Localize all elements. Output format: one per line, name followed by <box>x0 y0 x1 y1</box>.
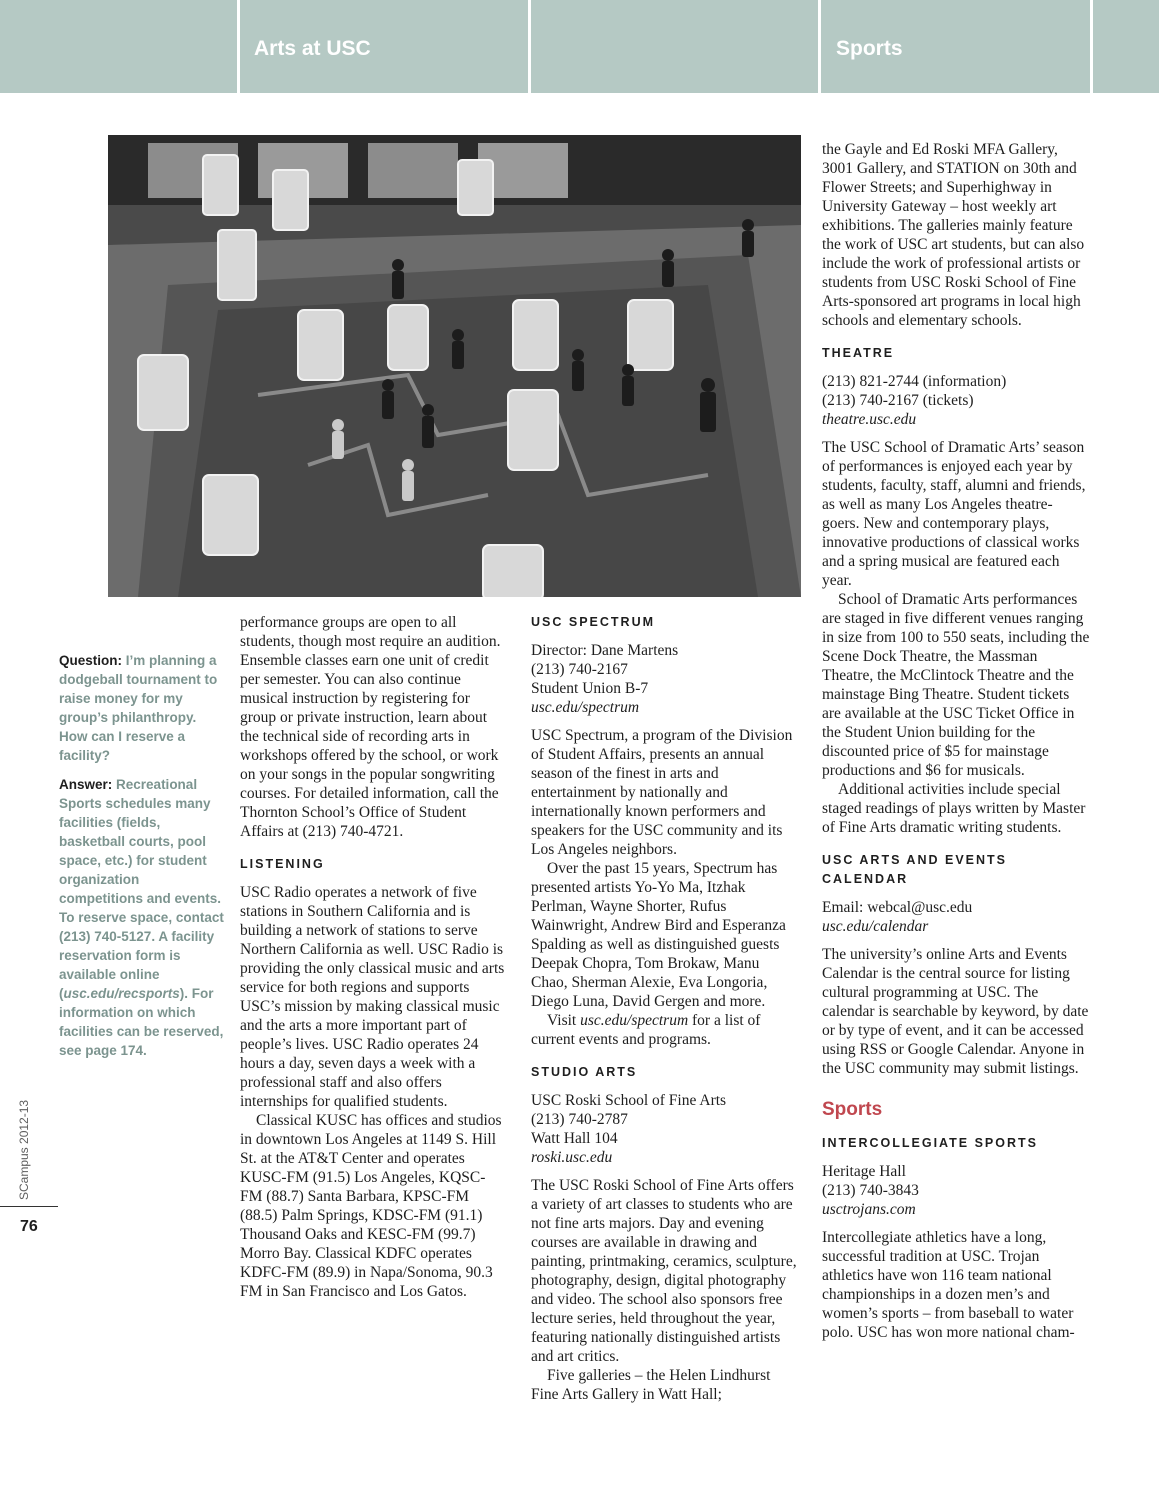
intercollegiate-heading: INTERCOLLEGIATE SPORTS <box>822 1136 1038 1150</box>
studio-arts-heading: STUDIO ARTS <box>531 1065 638 1079</box>
sports-phone: (213) 740-3843 <box>822 1182 919 1199</box>
studio-location: Watt Hall 104 <box>531 1130 618 1147</box>
gallery-photo-art <box>108 135 801 597</box>
studio-name: USC Roski School of Fine Arts <box>531 1092 727 1109</box>
sports-section-title: Sports <box>822 1099 883 1120</box>
column-2 <box>531 613 799 1404</box>
body-paragraph: the Gayle and Ed Roski MFA Gallery, 3001 Gallery, and STATION on 30th and Flower Streets; and Superhighway in University Gateway – host weekly art exhibitions. The galleries mainly feature the work of USC art students, but can also include the work of professional artists or students from USC Roski School of Fine Arts-sponsored art programs in local high schools and elementary schools. <box>822 141 1085 329</box>
body-paragraph <box>531 1011 799 1049</box>
header-divider <box>528 0 531 93</box>
body-paragraph: Five galleries – the Helen Lindhurst Fine Arts Gallery in Watt Hall; <box>531 1367 771 1403</box>
section-title-arts: Arts at USC <box>254 37 371 60</box>
listening-heading: LISTENING <box>240 857 325 871</box>
theatre-phone-tickets: (213) 740-2167 (tickets) <box>822 392 974 409</box>
answer-block <box>59 775 224 1060</box>
sports-location: Heritage Hall <box>822 1163 906 1180</box>
spectrum-heading: USC SPECTRUM <box>531 615 656 629</box>
question-label: Question: <box>59 653 122 668</box>
section-title-sports: Sports <box>836 37 903 60</box>
question-text: I’m planning a dodgeball tournament to raise money for my group’s philanthropy. How can I reserve a facility? <box>59 653 218 763</box>
body-paragraph: performance groups are open to all students, though most require an audition. Ensemble classes earn one unit of credit per semester. You can also continue musical instruction by registering for group or private instruction, learn about the technical side of recording arts in workshops offered by the school, or work on your songs in the popular songwriting courses. For detailed information, call the Thornton School’s Office of Student Affairs at (213) 740-4721. <box>240 614 501 840</box>
column-3 <box>822 140 1090 1342</box>
sidebar-qa <box>59 651 224 1070</box>
theatre-url[interactable]: theatre.usc.edu <box>822 411 917 428</box>
body-paragraph: Over the past 15 years, Spectrum has presented artists Yo-Yo Ma, Itzhak Perlman, Wayne Shorter, Rufus Wainwright, Andrew Bird and Esperanza Spalding as well as distinguished guests Deepak Chopra, Tom Brokaw, Manu Chao, Sherman Alexie, Eva Longoria, Diego Luna, David Gergen and more. <box>531 860 786 1010</box>
body-paragraph: Intercollegiate athletics have a long, successful tradition at USC. Trojan athletics have won 116 team national championships in a dozen men’s and women’s sports – from baseball to water polo. USC has won more national cham- <box>822 1229 1075 1341</box>
inline-text: for a list of current events and programs. <box>531 1012 761 1048</box>
header-divider <box>1090 0 1093 93</box>
body-paragraph: The USC Roski School of Fine Arts offers a variety of art classes to students who are not fine arts majors. Day and evening courses are available in drawing and painting, printmaking, ceramics, sculpture, photography, design, digital photography and video. The school also sponsors free lecture series, held throughout the year, featuring nationally distinguished artists and art critics. <box>531 1177 797 1365</box>
theatre-heading: THEATRE <box>822 346 895 360</box>
studio-url[interactable]: roski.usc.edu <box>531 1149 613 1166</box>
body-paragraph: Classical KUSC has offices and studios in downtown Los Angeles at 1149 S. Hill St. at the AT&T Center and operates KUSC-FM (91.5) Los Angeles, KQSC-FM (88.7) Santa Barbara, KPSC-FM (88.5) Palm Springs, KDSC-FM (91.1) Thousand Oaks and KESC-FM (99.7) Morro Bay. Classical KDFC operates KDFC-FM (89.9) in Napa/Sonoma, 90.3 FM in San Francisco and Los Gatos. <box>240 1112 502 1300</box>
body-paragraph: USC Spectrum, a program of the Division of Student Affairs, presents an annual season of the finest in arts and entertainment by nationally and internationally known performers and speakers for the USC community and its Los Angeles neighbors. <box>531 727 793 858</box>
gallery-photo <box>108 135 801 597</box>
answer-text: Recreational Sports schedules many facilities (fields, basketball courts, pool space, etc.) for student organization competitions and events. To reserve space, contact (213) 740-5127. A facility reservation form is available online ( <box>59 777 224 1001</box>
spectrum-location: Student Union B-7 <box>531 680 649 697</box>
spectrum-director: Director: Dane Martens <box>531 642 679 659</box>
spectrum-phone: (213) 740-2167 <box>531 661 628 678</box>
body-paragraph: The USC School of Dramatic Arts’ season of performances is enjoyed each year by students, faculty, staff, alumni and friends, as well as many Los Angeles theatre-goers. New and contemporary plays, innovative productions of classical works and a spring musical are featured each year. <box>822 439 1086 589</box>
calendar-email[interactable]: Email: webcal@usc.edu <box>822 899 973 916</box>
body-paragraph: USC Radio operates a network of five stations in Southern California and is building a network of stations to serve Northern California as well. USC Radio is providing the only classical music and arts service for both regions and supports USC’s mission by making classical music and the arts a more important part of people’s lives. USC Radio operates 24 hours a day, seven days a week with a professional staff and also offers internships for qualified students. <box>240 884 505 1110</box>
studio-phone: (213) 740-2787 <box>531 1111 628 1128</box>
header-divider <box>237 0 240 93</box>
spectrum-inline-link[interactable]: usc.edu/spectrum <box>580 1012 689 1029</box>
page-number: 76 <box>20 1218 38 1235</box>
calendar-heading: USC ARTS AND EVENTS CALENDAR <box>822 853 1008 886</box>
calendar-url[interactable]: usc.edu/calendar <box>822 918 929 935</box>
answer-label: Answer: <box>59 777 113 792</box>
theatre-phone-info: (213) 821-2744 (information) <box>822 373 1007 390</box>
body-paragraph: The university’s online Arts and Events Calendar is the central source for listing cultural programming at USC. The calendar is searchable by keyword, by date or by type of event, and it can be accessed using RSS or Google Calendar. Anyone in the USC community may submit listings. <box>822 946 1089 1077</box>
spectrum-url[interactable]: usc.edu/spectrum <box>531 699 640 716</box>
body-paragraph: School of Dramatic Arts performances are staged in five different venues ranging in size from 100 to 550 seats, including the Scene Dock Theatre, the Massman Theatre, the McClintock Theatre and the mainstage Bing Theatre. Student tickets are available at the USC Ticket Office in the Student Union building for the discounted price of $5 for mainstage productions and $6 for musicals. <box>822 591 1090 779</box>
answer-text-end: ). For information on which facilities can be reserved, see page 174. <box>59 986 224 1058</box>
header-divider <box>818 0 821 93</box>
publication-vertical-label: SCampus 2012-13 <box>17 1099 31 1200</box>
sports-url[interactable]: usctrojans.com <box>822 1201 916 1218</box>
inline-text: Visit <box>547 1012 581 1029</box>
footer-rule <box>0 1206 58 1207</box>
recsports-link[interactable]: usc.edu/recsports <box>63 986 180 1001</box>
section-header-band <box>0 0 1159 93</box>
question-block <box>59 651 224 765</box>
column-1 <box>240 613 506 1301</box>
body-paragraph: Additional activities include special staged readings of plays written by Master of Fine Arts dramatic writing students. <box>822 781 1086 836</box>
